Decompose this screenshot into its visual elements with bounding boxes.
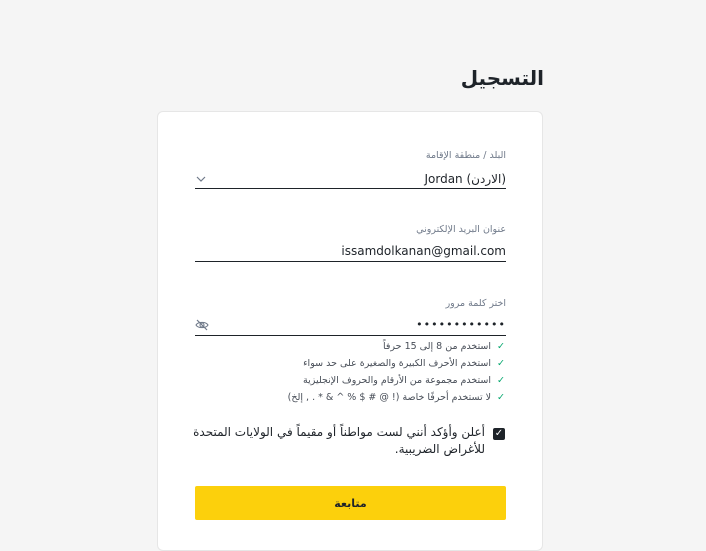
email-label: عنوان البريد الإلكتروني [416,224,506,235]
password-value: •••••••••••• [416,318,506,331]
password-rule: ✓استخدم مجموعة من الأرقام والحروف الإنجليزية [303,375,505,386]
continue-button[interactable]: متابعة [195,486,506,520]
registration-card [157,111,543,551]
password-rule: ✓استخدم من 8 إلى 15 حرفاً [382,341,505,352]
password-rule: ✓لا تستخدم أحرفًا خاصة (! @ # $ % ^ & * . , إلخ) [287,392,505,403]
country-label: البلد / منطقة الإقامة [425,150,506,161]
password-rule: ✓استخدم الأحرف الكبيرة والصغيرة على حد سواء [303,358,505,369]
declaration-checkbox[interactable]: ✓ [494,428,504,439]
check-icon: ✓ [497,358,505,369]
email-field[interactable] [195,222,506,264]
eye-off-icon[interactable] [195,317,209,336]
password-label: اختر كلمة مرور [445,298,506,309]
email-underline [195,261,506,262]
check-icon: ✓ [497,341,505,352]
page-title: التسجيل [460,66,544,90]
country-select[interactable] [195,148,506,190]
password-underline [195,335,506,336]
country-underline [195,188,506,189]
country-value: Jordan (الاردن) [424,172,506,186]
declaration-text: أعلن وأؤكد أنني لست مواطناً أو مقيماً في الولايات المتحدة للأغراض الضريبية. [193,425,485,456]
password-field[interactable] [195,296,506,338]
tax-declaration [194,424,505,464]
email-value: issamdolkanan@gmail.com [341,244,506,258]
chevron-down-icon[interactable] [195,170,207,189]
check-icon: ✓ [497,392,505,403]
check-icon: ✓ [497,375,505,386]
